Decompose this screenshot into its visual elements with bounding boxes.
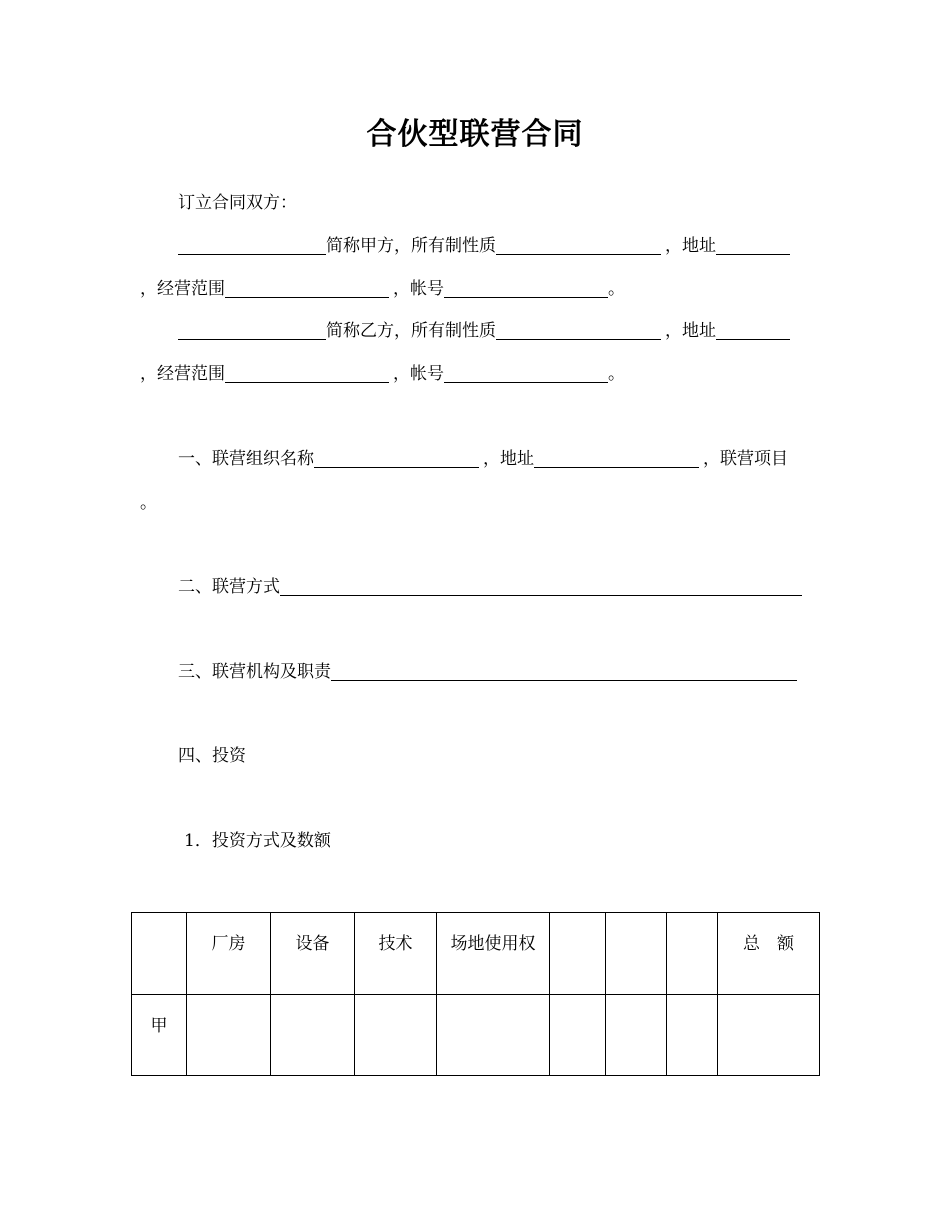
table-header-cell: 厂房	[187, 913, 271, 995]
table-cell[interactable]	[550, 994, 606, 1076]
clause-2-blank[interactable]	[280, 577, 802, 596]
table-header-cell	[132, 913, 187, 995]
clause-1-project-text: ，联营项目	[703, 449, 788, 469]
table-header-cell	[667, 913, 718, 995]
party-a-ownership-blank[interactable]	[496, 236, 661, 255]
clause-1-end: 。	[140, 493, 157, 513]
table-cell[interactable]	[437, 994, 550, 1076]
clause-1-name-text: 一、联营组织名称	[178, 449, 314, 469]
investment-table	[131, 912, 820, 1076]
table-row	[132, 994, 820, 1076]
table-header-cell: 设备	[271, 913, 355, 995]
party-a-name-blank[interactable]	[178, 236, 326, 255]
table-cell[interactable]	[718, 994, 820, 1076]
party-b-address-blank[interactable]	[716, 321, 790, 340]
table-cell[interactable]	[667, 994, 718, 1076]
table-header-row	[132, 913, 820, 995]
clause-3-line	[178, 661, 797, 683]
clause-3-text: 三、联营机构及职责	[178, 662, 331, 682]
party-b-end: 。	[608, 364, 625, 384]
party-b-scope-blank[interactable]	[225, 364, 389, 383]
table-cell[interactable]	[606, 994, 667, 1076]
table-cell[interactable]	[187, 994, 271, 1076]
table-header-cell	[550, 913, 606, 995]
party-a-address-text: ，地址	[665, 236, 716, 256]
table-header-cell: 总 额	[718, 913, 820, 995]
party-b-line-1	[178, 320, 790, 342]
party-b-address-text: ，地址	[665, 321, 716, 341]
clause-4-1-heading: 1．投资方式及数额	[184, 831, 331, 851]
party-b-ownership-blank[interactable]	[496, 321, 661, 340]
clause-1-line	[178, 448, 788, 470]
intro-line: 订立合同双方：	[178, 193, 297, 213]
table-header-cell	[606, 913, 667, 995]
table-cell[interactable]	[271, 994, 355, 1076]
clause-3-blank[interactable]	[331, 662, 797, 681]
clause-2-line	[178, 576, 802, 598]
party-b-name-blank[interactable]	[178, 321, 326, 340]
party-a-account-blank[interactable]	[444, 279, 608, 298]
party-a-line-1	[178, 235, 790, 257]
table-header-cell: 技术	[355, 913, 437, 995]
clause-4-heading: 四、投资	[178, 746, 246, 766]
table-header-cell: 场地使用权	[437, 913, 550, 995]
party-a-scope-blank[interactable]	[225, 279, 389, 298]
table-cell[interactable]	[355, 994, 437, 1076]
party-a-end: 。	[608, 279, 625, 299]
party-b-scope-text: ，经营范围	[140, 364, 225, 384]
party-b-abbr-text: 简称乙方，所有制性质	[326, 321, 496, 341]
clause-1-address-blank[interactable]	[534, 449, 699, 468]
clause-1-address-text: ，地址	[483, 449, 534, 469]
clause-1-name-blank[interactable]	[314, 449, 479, 468]
table-row-label: 甲	[132, 994, 187, 1076]
party-a-account-text: ，帐号	[393, 279, 444, 299]
party-b-line-2	[140, 363, 625, 385]
party-a-address-blank[interactable]	[716, 236, 790, 255]
document-title: 合伙型联营合同	[366, 117, 584, 152]
party-a-abbr-text: 简称甲方，所有制性质	[326, 236, 496, 256]
party-a-scope-text: ，经营范围	[140, 279, 225, 299]
clause-2-text: 二、联营方式	[178, 577, 280, 597]
party-a-line-2	[140, 278, 625, 300]
party-b-account-text: ，帐号	[393, 364, 444, 384]
party-b-account-blank[interactable]	[444, 364, 608, 383]
